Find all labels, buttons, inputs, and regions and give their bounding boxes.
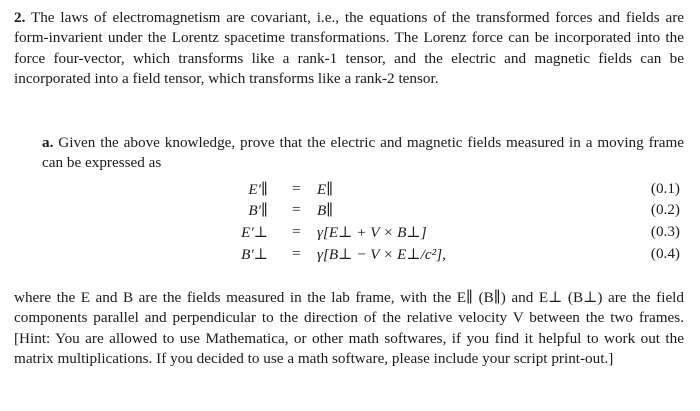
problem-statement (14, 8, 684, 90)
equation-equals: = (292, 180, 301, 197)
equation-rhs: γ[B⊥ − V × E⊥/c²], (317, 246, 446, 263)
equation-lhs: E′⊥ (241, 224, 268, 241)
equation-row (0, 223, 700, 244)
equation-lhs: B′∥ (248, 202, 268, 219)
equation-lhs: B′⊥ (241, 246, 268, 263)
equation-number: (0.1) (650, 180, 680, 197)
equation-equals: = (292, 201, 301, 218)
equation-number: (0.3) (650, 223, 680, 240)
equation-rhs: E∥ (317, 181, 334, 198)
equation-rhs: B∥ (317, 202, 334, 219)
equation-rhs: γ[E⊥ + V × B⊥] (317, 224, 427, 241)
equation-row (0, 245, 700, 266)
part-a-prompt: Given the above knowledge, prove that the electric and magnetic fields measured in a moving frame can be expressed as (42, 134, 684, 172)
equation-number: (0.2) (650, 201, 680, 218)
problem-intro-text: The laws of electromagnetism are covariant, i.e., the equations of the transformed forces and fields are form-invarient under the Lorentz spacetime transformations. The Lorenz force can be incorporated into the force four-vector, which transforms like a rank-1 tensor, and the electric and magnetic fields can be incorporated into a field tensor, which transforms like a rank-2 tensor. (14, 9, 685, 88)
closing-paragraph: where the E and B are the fields measured in the lab frame, with the E∥ (B∥) and E⊥ (B⊥) are the field components parallel and perpendicular to the direction of the relative velocity V between the two frames. [Hint: You are allowed to use Mathematica, or other math softwares, if you find it helpful to work out the matrix multiplications. If you decided to use a math software, please include your script print-out.] (14, 289, 684, 368)
equation-equals: = (292, 223, 301, 240)
equation-equals: = (292, 245, 301, 262)
equation-row (0, 201, 700, 222)
equation-lhs: E′∥ (248, 181, 268, 198)
part-a-statement (14, 133, 684, 174)
problem-number: 2. (14, 9, 26, 26)
part-a-label: a. (42, 134, 54, 151)
equation-row (0, 180, 700, 201)
equation-number: (0.4) (650, 245, 680, 262)
